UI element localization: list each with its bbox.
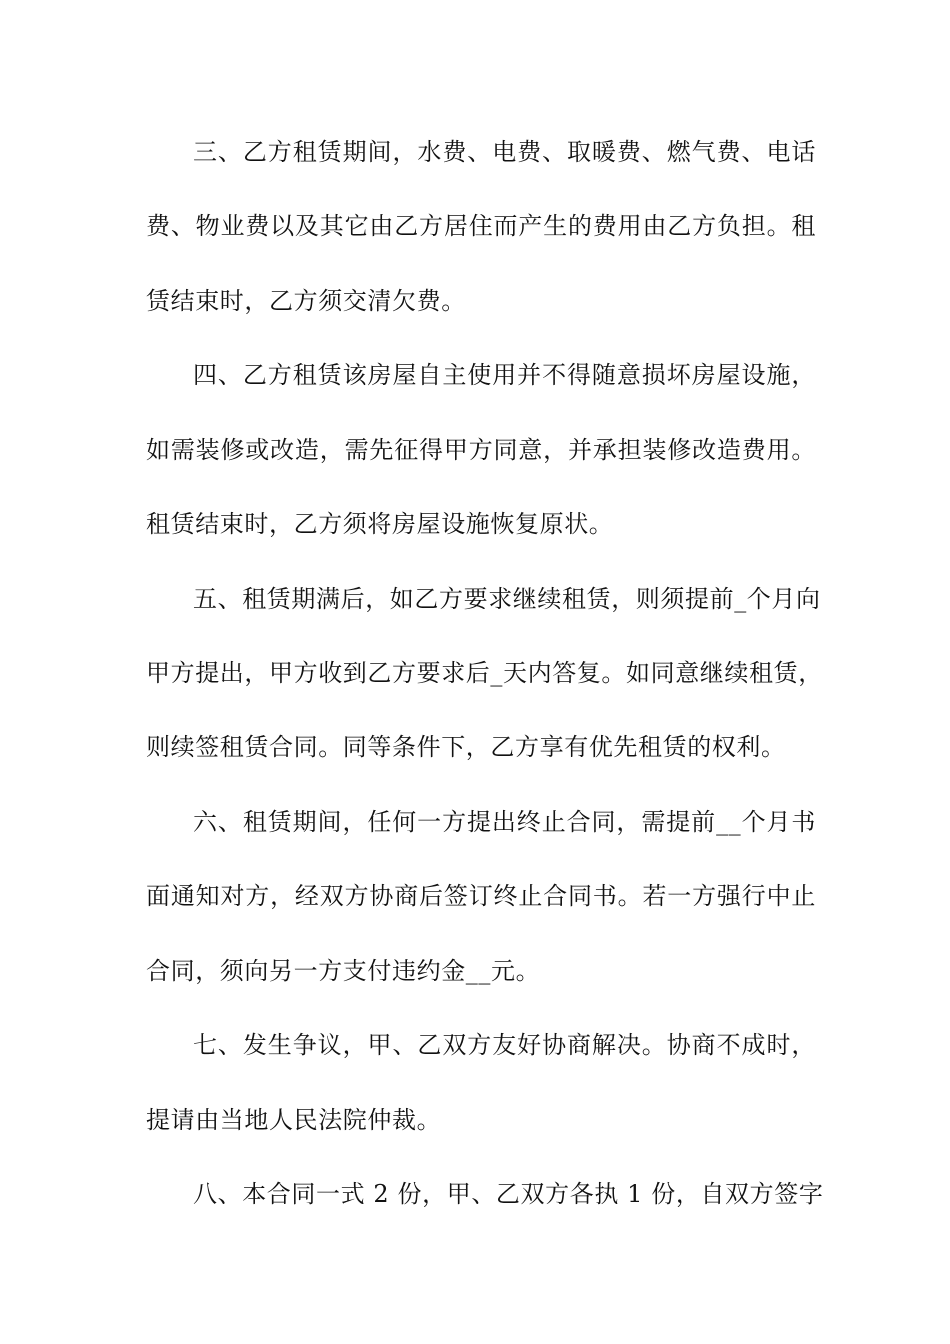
clause-5-line-2: 甲方提出，甲方收到乙方要求后_天内答复。如同意继续租赁，: [146, 659, 823, 687]
clause-6-line-3: 合同，须向另一方支付违约金__元。: [146, 957, 541, 985]
clause-3-line-3: 赁结束时，乙方须交清欠费。: [146, 287, 466, 315]
clause-4-line-2: 如需装修或改造，需先征得甲方同意，并承担装修改造费用。: [146, 436, 816, 464]
clause-3-line-2: 费、物业费以及其它由乙方居住而产生的费用由乙方负担。租: [146, 212, 816, 240]
clause-4-line-1: 四、乙方租赁该房屋自主使用并不得随意损坏房屋设施，: [193, 361, 816, 389]
clause-5-line-1: 五、租赁期满后，如乙方要求继续租赁，则须提前_个月向: [193, 585, 821, 613]
clause-8-line-1: 八、本合同一式 2 份，甲、乙双方各执 1 份，自双方签字: [193, 1180, 824, 1208]
clause-6-line-1: 六、租赁期间，任何一方提出终止合同，需提前__个月书: [193, 808, 816, 836]
clause-6-line-2: 面通知对方，经双方协商后签订终止合同书。若一方强行中止: [146, 882, 816, 910]
clause-3-line-1: 三、乙方租赁期间，水费、电费、取暖费、燃气费、电话: [193, 138, 816, 166]
clause-5-line-3: 则续签租赁合同。同等条件下，乙方享有优先租赁的权利。: [146, 733, 786, 761]
clause-7-line-1: 七、发生争议，甲、乙双方友好协商解决。协商不成时，: [193, 1031, 816, 1059]
clause-7-line-2: 提请由当地人民法院仲裁。: [146, 1106, 442, 1134]
clause-4-line-3: 租赁结束时，乙方须将房屋设施恢复原状。: [146, 510, 614, 538]
